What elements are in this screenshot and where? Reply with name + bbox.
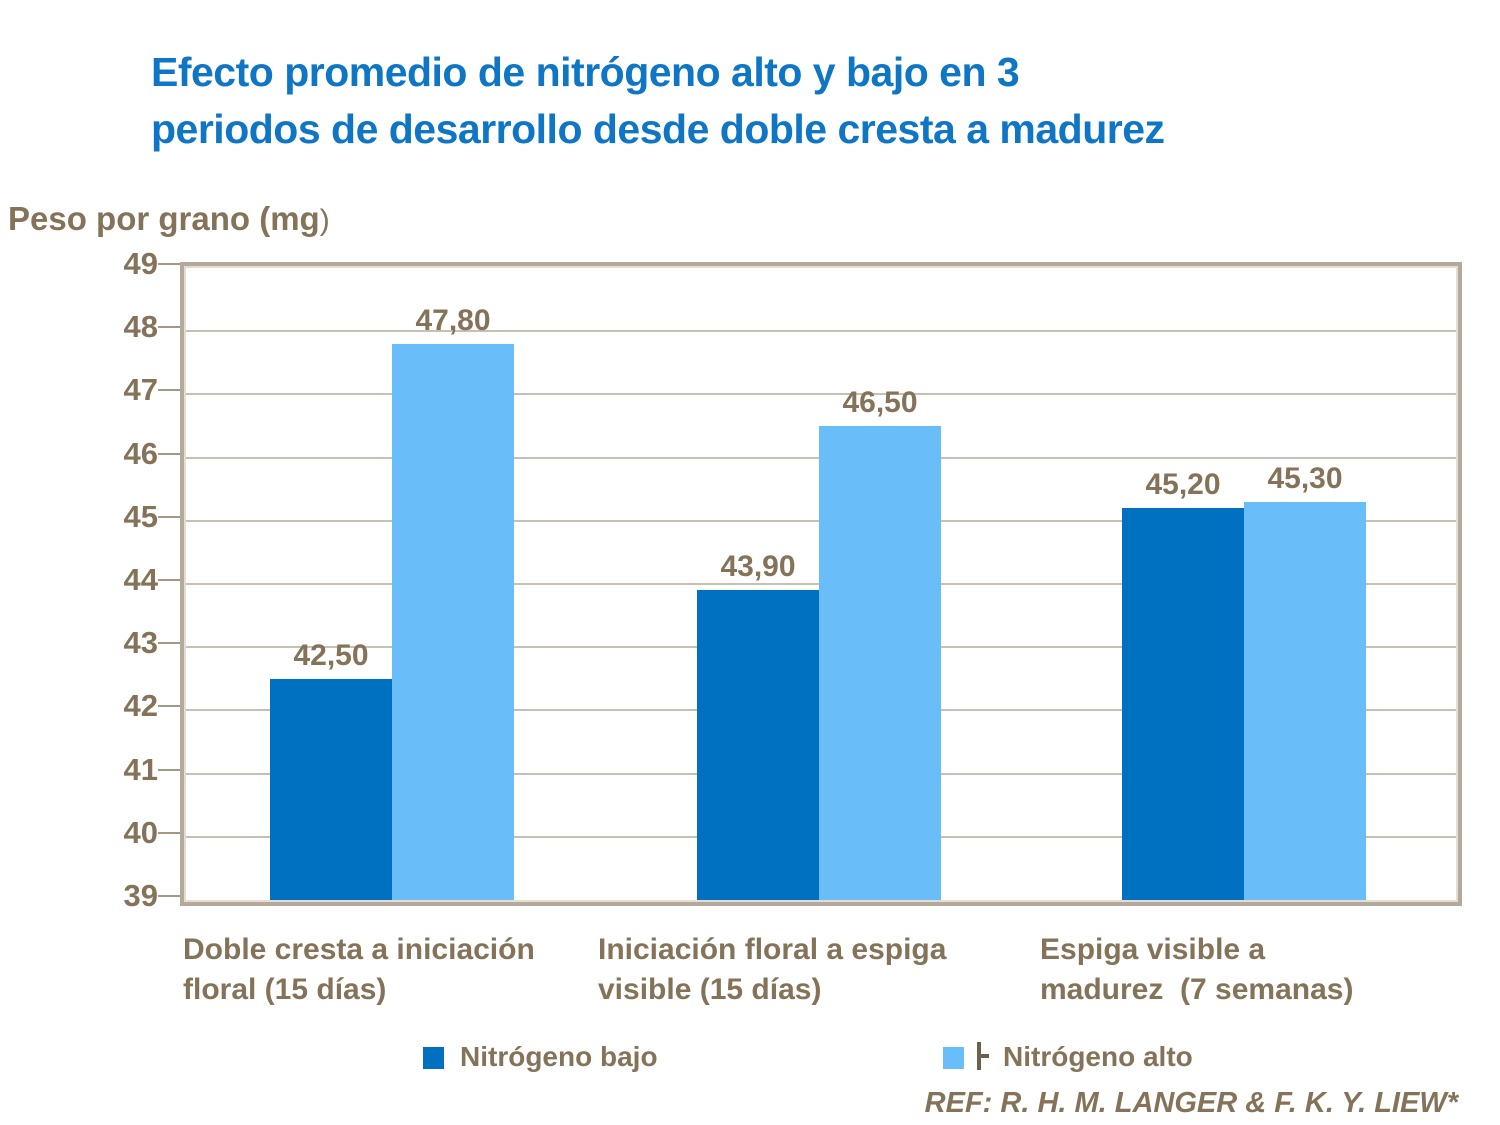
category-label-1 [183,930,535,1010]
y-tick-mark-42 [158,705,180,707]
value-label-nitr-geno-alto-group1: 47,80 [415,303,491,337]
category-label-1-line1: Doble cresta a iniciación [183,933,535,966]
category-label-3 [1040,930,1353,1010]
gridline-48 [186,330,1456,332]
y-tick-label-43: 43 [123,625,158,661]
category-label-3-line2: madurez (7 semanas) [1040,973,1354,1006]
chart-title [151,44,1471,158]
y-tick-mark-41 [158,769,180,771]
category-label-2-line1: Iniciación floral a espiga [598,933,947,966]
gridline-47 [186,393,1456,395]
category-label-2-line2: visible (15 días) [598,973,822,1006]
reference-text: REF: R. H. M. LANGER & F. K. Y. LIEW* [924,1087,1458,1119]
category-label-1-line2: floral (15 días) [183,973,387,1006]
bar-nitr-geno-alto-group3 [1244,502,1366,900]
y-tick-mark-49 [158,263,180,265]
legend-swatch-nitrogeno-alto [943,1047,964,1069]
y-tick-mark-44 [158,579,180,581]
chart-title-line2: periodos de desarrollo desde doble cresta a madurez [151,106,1165,152]
y-tick-label-41: 41 [123,751,158,787]
value-label-nitr-geno-bajo-group1: 42,50 [293,638,369,672]
bar-nitr-geno-bajo-group3 [1122,508,1244,900]
bar-nitr-geno-alto-group2 [819,426,941,900]
category-label-3-line1: Espiga visible a [1040,933,1266,966]
plot-area [180,262,1462,906]
y-tick-label-49: 49 [123,246,158,281]
y-tick-mark-39 [158,895,180,897]
bar-nitr-geno-bajo-group1 [270,679,392,900]
legend-swatch-nitrogeno-bajo [423,1047,444,1069]
y-axis-title-paren: ) [319,204,330,237]
y-tick-label-40: 40 [123,814,158,850]
y-tick-mark-46 [158,453,180,455]
y-tick-label-44: 44 [123,562,158,597]
value-label-nitr-geno-bajo-group3: 45,20 [1145,468,1221,502]
category-label-2 [598,930,946,1010]
legend-label-nitrogeno-bajo: Nitrógeno bajo [460,1041,658,1072]
y-tick-label-47: 47 [123,372,158,408]
bar-nitr-geno-bajo-group2 [697,590,819,900]
y-tick-label-45: 45 [123,498,158,534]
y-tick-mark-40 [158,832,180,834]
y-tick-label-48: 48 [123,309,158,345]
y-tick-mark-43 [158,642,180,644]
y-tick-mark-48 [158,326,180,328]
y-axis-title-text: Peso por grano (mg [8,200,320,237]
y-tick-mark-47 [158,389,180,391]
y-tick-mark-45 [158,516,180,518]
chart-title-line1: Efecto promedio de nitrógeno alto y bajo en 3 [151,49,1020,95]
bar-nitr-geno-alto-group1 [392,344,514,900]
value-label-nitr-geno-bajo-group2: 43,90 [720,550,796,584]
y-tick-label-42: 42 [123,688,158,724]
legend-label-nitrogeno-alto: Nitrógeno alto [1003,1041,1193,1072]
half-h-artifact-icon [977,1042,981,1070]
value-label-nitr-geno-alto-group2: 46,50 [842,386,918,419]
y-tick-label-39: 39 [123,878,158,913]
y-axis-title [8,200,330,238]
value-label-nitr-geno-alto-group3: 45,30 [1267,461,1343,495]
y-tick-label-46: 46 [123,435,158,471]
